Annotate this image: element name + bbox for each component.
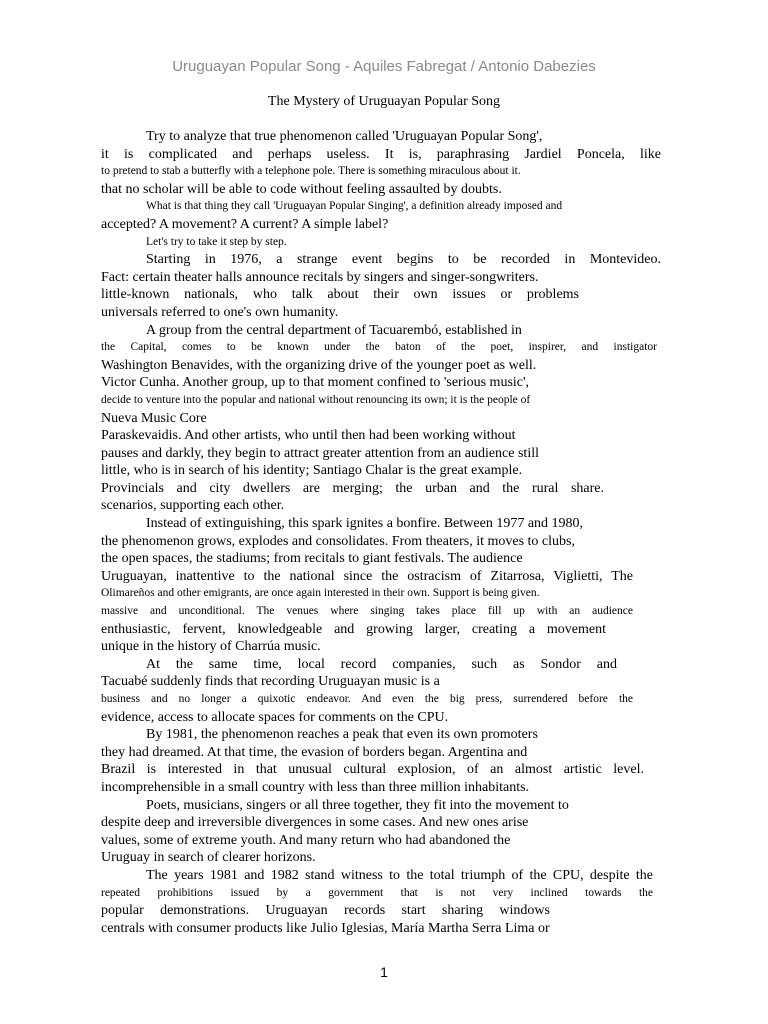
text-line: The years 1981 and 1982 stand witness to the total triumph of the CPU, despite the [146,867,653,883]
text-line: business and no longer a quixotic endeavor. And even the big press, surrendered before the [101,693,633,705]
text-line: that no scholar will be able to code without feeling assaulted by doubts. [101,181,502,197]
text-line: Tacuabé suddenly finds that recording Uruguayan music is a [101,674,440,690]
text-line: pauses and darkly, they begin to attract greater attention from an audience still [101,445,539,461]
text-line: A group from the central department of Tacuarembó, established in [146,322,522,338]
text-line: Uruguay in search of clearer horizons. [101,850,316,866]
document-title: The Mystery of Uruguayan Popular Song [267,94,501,109]
text-line: At the same time, local record companies, such as Sondor and [146,656,617,672]
text-line: accepted? A movement? A current? A simple label? [101,216,389,232]
text-line: Washington Benavides, with the organizing drive of the younger poet as well. [101,357,537,373]
text-line: Brazil is interested in that unusual cultural explosion, of an almost artistic level. [101,762,644,778]
text-line: Instead of extinguishing, this spark ignites a bonfire. Between 1977 and 1980, [146,516,584,532]
text-line: values, some of extreme youth. And many return who had abandoned the [101,832,511,848]
text-line: despite deep and irreversible divergences in some cases. And new ones arise [101,815,529,831]
text-line: massive and unconditional. The venues where singing takes place fill up with an audience [101,605,633,618]
text-line: Nueva Music Core [101,410,207,426]
text-line: to pretend to stab a butterfly with a telephone pole. There is something miraculous about it. [101,165,521,178]
text-line: Uruguayan, inattentive to the national since the ostracism of Zitarrosa, Viglietti, The [101,568,633,584]
text-line: Provincials and city dwellers are merging; the urban and the rural share. [101,480,604,496]
text-line: What is that thing they call 'Uruguayan Popular Singing', a definition already imposed and [146,200,563,213]
text-line: Starting in 1976, a strange event begins to be recorded in Montevideo. [146,252,661,268]
text-line: the open spaces, the stadiums; from recitals to giant festivals. The audience [101,551,523,567]
text-line: scenarios, supporting each other. [101,498,285,514]
text-line: the Capital, comes to be known under the baton of the poet, inspirer, and instigator [101,341,657,354]
text-line: By 1981, the phenomenon reaches a peak that even its own promoters [146,727,538,743]
text-line: Olimareños and other emigrants, are once again interested in their own. Support is being given. [101,587,540,600]
text-line: decide to venture into the popular and national without renouncing its own; it is the people of [101,393,531,406]
text-line: enthusiastic, fervent, knowledgeable and growing larger, creating a movement [101,621,606,637]
text-line: Let's try to take it step by step. [146,235,287,248]
text-line: Try to analyze that true phenomenon called 'Uruguayan Popular Song', [146,129,543,144]
text-line: Fact: certain theater halls announce recitals by singers and singer-songwriters. [101,269,539,285]
text-line: universals referred to one's own humanity. [101,304,339,320]
text-line: Victor Cunha. Another group, up to that moment confined to 'serious music', [101,375,530,391]
text-line: centrals with consumer products like Julio Iglesias, María Martha Serra Lima or [101,920,550,936]
text-line: Poets, musicians, singers or all three together, they fit into the movement to [146,797,569,813]
text-line: repeated prohibitions issued by a government that is not very inclined towards the [101,886,653,899]
page-number: 1 [380,964,388,980]
text-line: evidence, access to allocate spaces for comments on the CPU. [101,709,449,725]
text-line: Paraskevaidis. And other artists, who until then had been working without [101,428,516,444]
text-line: it is complicated and perhaps useless. It is, paraphrasing Jardiel Poncela, like [101,146,661,162]
text-line: they had dreamed. At that time, the evasion of borders began. Argentina and [101,744,528,760]
text-line: popular demonstrations. Uruguayan records start sharing windows [101,903,550,919]
document-body [101,128,661,937]
text-line: little, who is in search of his identity; Santiago Chalar is the great example. [101,463,523,479]
text-line: unique in the history of Charrúa music. [101,639,321,655]
text-line: the phenomenon grows, explodes and consolidates. From theaters, it moves to clubs, [101,533,575,549]
document-header: Uruguayan Popular Song - Aquiles Fabregat / Antonio Dabezies [172,58,596,75]
text-line: incomprehensible in a small country with less than three million inhabitants. [101,779,530,795]
text-line: little-known nationals, who talk about their own issues or problems [101,287,579,303]
